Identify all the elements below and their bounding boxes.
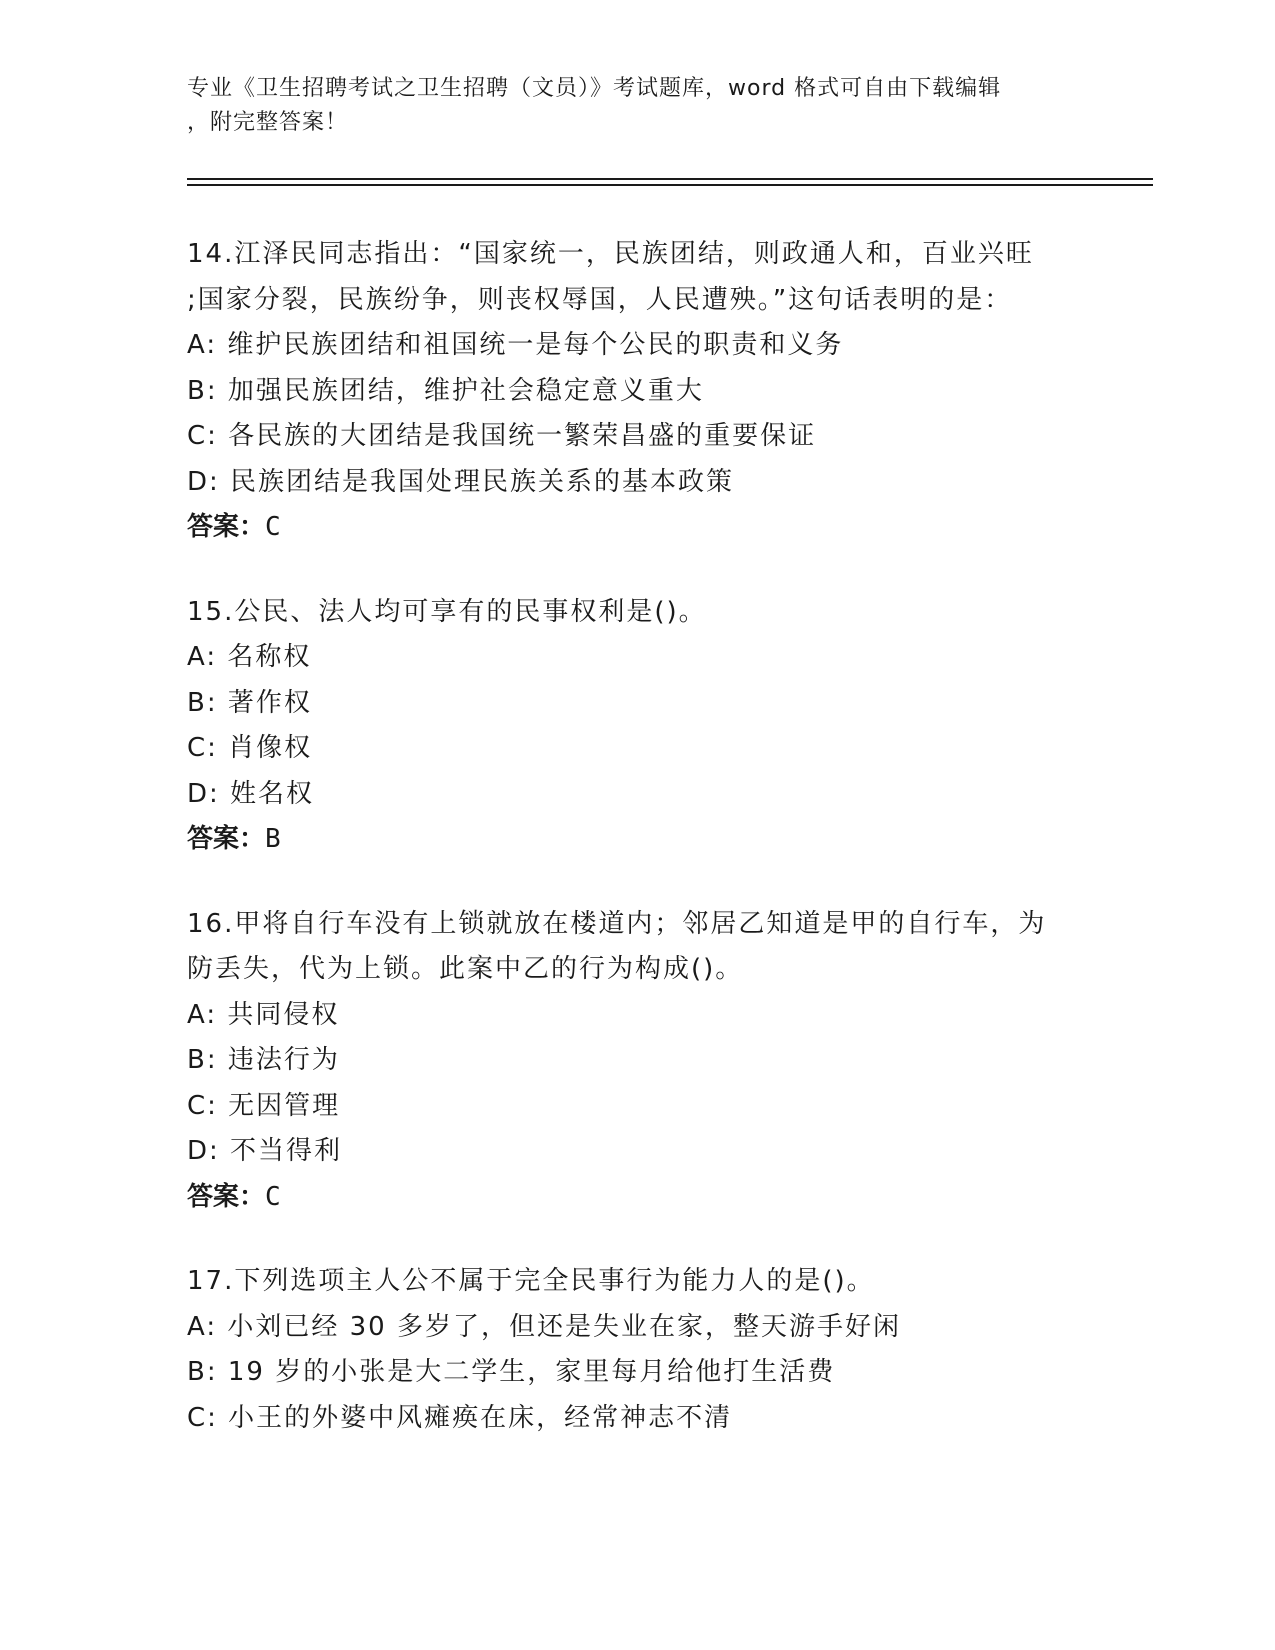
question-text [187, 1259, 1087, 1305]
answer [187, 817, 1087, 863]
option-c: C: 肖像权 [187, 733, 313, 763]
option-c: C: 小王的外婆中风瘫痪在床，经常神志不清 [187, 1402, 733, 1433]
option-d: D: 姓名权 [187, 778, 315, 809]
answer [187, 1175, 1087, 1221]
option-b: B: 违法行为 [187, 1045, 340, 1075]
question-line: 17.下列选项主人公不属于完全民事行为能力人的是()。 [187, 1266, 875, 1296]
option-a: A: 小刘已经 30 多岁了，但还是失业在家，整天游手好闲 [187, 1311, 901, 1342]
option-c: C: 各民族的大团结是我国统一繁荣昌盛的重要保证 [187, 421, 817, 451]
answer-label: 答案： [187, 824, 266, 854]
header-line-2: ，附完整答案！ [187, 110, 349, 135]
question-line: 14.江泽民同志指出：“国家统一，民族团结，则政通人和，百业兴旺 [187, 239, 1034, 269]
answer-value: C [265, 1181, 281, 1212]
option-b: B: 著作权 [187, 687, 312, 718]
document-header [187, 72, 1067, 140]
answer-value: C [265, 512, 281, 542]
option-b: B: 加强民族团结，维护社会稳定意义重大 [187, 375, 704, 406]
question-17 [187, 1259, 1087, 1441]
question-line: 防丢失，代为上锁。此案中乙的行为构成()。 [187, 954, 744, 984]
question-line: ;国家分裂，民族纷争，则丧权辱国，人民遭殃。”这句话表明的是： [187, 284, 1013, 315]
header-divider-bottom [187, 184, 1153, 186]
answer-label: 答案： [187, 512, 266, 542]
question-text [187, 902, 1087, 993]
question-text [187, 590, 1087, 636]
answer-label: 答案： [187, 1181, 266, 1212]
header-line-1: 专业《卫生招聘考试之卫生招聘（文员）》考试题库，word 格式可自由下载编辑 [187, 76, 1002, 101]
question-line: 15.公民、法人均可享有的民事权利是()。 [187, 596, 707, 627]
question-14 [187, 232, 1087, 551]
question-text [187, 232, 1087, 323]
option-a: A: 维护民族团结和祖国统一是每个公民的职责和义务 [187, 330, 844, 360]
answer-value: B [265, 824, 281, 854]
option-d: D: 不当得利 [187, 1136, 343, 1166]
answer [187, 505, 1087, 551]
option-b: B: 19 岁的小张是大二学生，家里每月给他打生活费 [187, 1357, 836, 1387]
option-c: C: 无因管理 [187, 1090, 341, 1121]
question-15 [187, 590, 1087, 863]
option-a: A: 名称权 [187, 642, 312, 672]
question-list [187, 232, 1087, 1480]
header-divider-top [187, 178, 1153, 180]
option-d: D: 民族团结是我国处理民族关系的基本政策 [187, 466, 735, 497]
question-line: 16.甲将自行车没有上锁就放在楼道内；邻居乙知道是甲的自行车，为 [187, 908, 1047, 939]
question-16 [187, 902, 1087, 1221]
option-a: A: 共同侵权 [187, 999, 340, 1030]
